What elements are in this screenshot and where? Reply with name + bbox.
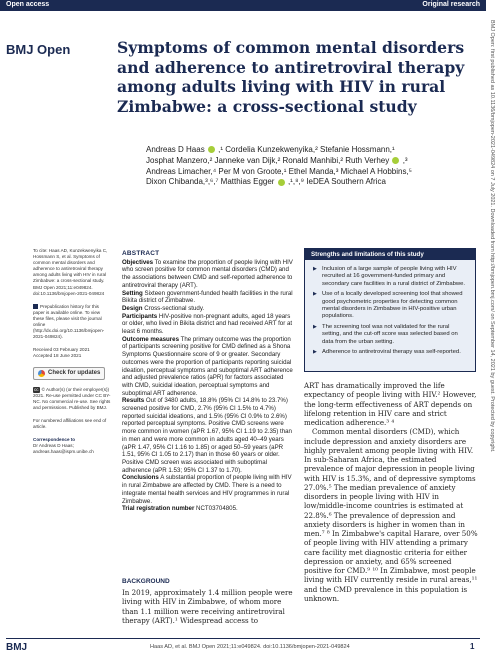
author-names[interactable]: ,¹ Cordelia Kunzekwenyika,² Stefanie Hossmann,¹ <box>218 145 395 154</box>
correspondence-name: Dr Andreas D Haas; <box>33 443 74 449</box>
abstract-design: Design Cross-sectional study. <box>122 304 205 312</box>
author-name[interactable]: Andreas D Haas <box>146 145 205 154</box>
left-margin-column <box>33 248 111 455</box>
abstract-setting: Setting Sixteen government-funded health facilities in the rural Bikita district of Zimbabwe. <box>122 289 293 305</box>
orcid-icon[interactable] <box>208 146 215 153</box>
abstract-results: Results Out of 3480 adults, 18.8% (95% CI 14.8% to 23.7%) screened positive for CMD, 2.7% (95% CI 1.5% to 4.7%) reported suicidal ideations, and 1.5% (95% CI 0.9% to 2.6%) reported perceptual symptoms. Positive CMD screens were more common in women (aPR 1.67, 95% CI 1.19 to 2.35) than in men and were more common in adults aged 40–49 years (aPR 1.47, 95% CI 1.16 to 1.85) or aged 50–59 years (aPR 1.51, 95% CI 1.05 to 2.17) than in those 60 years or older. Positive CMD screen was associated with suboptimal adherence (aPR 1.53; 95% CI 1.37 to 1.70). <box>122 397 292 474</box>
body-paragraph: ART has dramatically improved the life expectancy of people living with HIV.² However, the long-term effectiveness of ART depends on lifelong retention in HIV care and strict medication adherence.³ ⁴ <box>304 381 477 427</box>
article-type-label: Original research <box>422 1 480 8</box>
check-for-updates-label: Check for updates <box>48 369 101 376</box>
copyright-text: © Author(s) (or their employer(s)) 2021. Re-use permitted under CC BY-NC. No commercial re-use. See rights and permissions. Published by BMJ. <box>33 386 111 410</box>
abstract-objectives: Objectives To examine the proportion of people living with HIV who screen positive for common mental disorders (CMD) and the associations between CMD and self-reported adherence to antiretroviral therapy (ART). <box>122 258 293 289</box>
strengths-item: ▶ Inclusion of a large sample of people living with HIV recruited at 16 government-funded primary and secondary care facilities in a rural district of Zimbabwe. <box>313 266 467 288</box>
author-names[interactable]: Josphat Manzero,² Janneke van Dijk,² Ronald Manhibi,² Ruth Verhey <box>146 155 390 165</box>
received-date: Received 03 February 2021 <box>33 347 90 353</box>
abstract-outcome: Outcome measures The primary outcome was the proportion of participants screening positive for CMD defined as a Shona Symptoms Questionnaire score of 9 or greater. Secondary outcomes were the proportion of participants reporting suicidal ideation, perceptual symptoms and suboptimal ART adherence and adjusted prevalence ratios (aPR) for factors associated with CMD, suicidal ideation, perceptual symptoms and suboptimal ART adherence. <box>122 335 293 397</box>
author-names[interactable]: Andreas Limacher,⁴ Per M von Groote,¹ Ethel Manda,³ Michael A Hobbins,⁵ <box>146 166 412 176</box>
info-icon <box>33 304 38 309</box>
abstract-heading: ABSTRACT <box>122 250 160 257</box>
strengths-limitations-box <box>304 248 476 372</box>
footer-divider <box>6 638 480 639</box>
abstract-participants: Participants HIV-positive non-pregnant adults, aged 18 years or older, who lived in Bikita district and had received ART for at least 6 months. <box>122 312 293 336</box>
author-list <box>146 145 466 188</box>
open-access-label: Open access <box>6 1 50 8</box>
page-footer <box>0 638 486 658</box>
bmj-logo: BMJ <box>6 642 28 653</box>
prepub-text[interactable]: Prepublication history for this paper is available online. To view these files, please visit the journal online (http://dx.doi.org/10.1136/bmjopen-2021-049824). <box>33 303 105 340</box>
crossmark-icon <box>38 370 45 377</box>
article-title: Symptoms of common mental disorders and adherence to antiretroviral therapy among adults living with HIV in rural Zimbabwe: a cross-sectional study <box>117 38 465 116</box>
correspondence-email[interactable]: andreas.haas@ispm.unibe.ch <box>33 449 94 455</box>
background-section <box>122 577 294 625</box>
strengths-heading: Strengths and limitations of this study <box>305 249 475 260</box>
accepted-date: Accepted 18 June 2021 <box>33 353 82 359</box>
page-number: 1 <box>470 642 475 651</box>
body-paragraph: Common mental disorders (CMD), which include depression and anxiety disorders are highly prevalent among people living with HIV. In sub-Saharan Africa, the estimated prevalence of major depression in people living with HIV is 15.3%, and of depressive symptoms 27.0%.⁵ The median prevalence of anxiety disorders in people living with HIV in low/middle-income countries is estimated at 22.8%.⁶ The prevalence of depression and anxiety disorders is higher in women than in men.⁷ ⁸ In Zimbabwe's capital Harare, over 50% of people living with HIV attending a primary care facility met diagnostic criteria for either depression or anxiety, and 65% screened positive for CMD.⁹ ¹⁰ In Zimbabwe, most people living with HIV currently reside in rural areas,¹¹ and the CMD prevalence in this population is unknown. <box>304 427 478 603</box>
background-heading: BACKGROUND <box>122 578 170 585</box>
side-download-text[interactable]: BMJ Open: first published as 10.1136/bmjopen-2021-049824 on 7 July 2021. Downloaded from http://bmjopen.bmj.com/ on September 14, 2021 by guest. Protected by copyright. <box>489 20 495 453</box>
abstract-trial-registration: Trial registration number NCT03704805. <box>122 505 238 513</box>
strengths-item: ▶ Use of a locally developed screening tool that showed good psychometric properties for detecting common mental disorders in Zimbabwe in HIV-positive urban populations. <box>313 291 467 321</box>
abstract-conclusions: Conclusions A substantial proportion of people living with HIV in rural Zimbabwe are affected by CMD. There is a need to integrate mental health services and HIV programmes in rural Zimbabwe. <box>122 474 292 505</box>
journal-name: BMJ Open <box>6 42 71 57</box>
abstract <box>122 250 294 513</box>
strengths-list <box>305 260 475 356</box>
introduction-text <box>304 381 478 603</box>
cc-license-icon[interactable]: cc <box>34 386 39 392</box>
author-names[interactable]: Dixon Chibanda,³,⁶,⁷ Matthias Egger <box>146 177 275 187</box>
orcid-icon[interactable] <box>278 179 285 186</box>
check-for-updates-button[interactable] <box>33 367 105 380</box>
author-affil-marks: ,³ <box>402 155 408 165</box>
author-names[interactable]: ,¹,⁸,⁹ IeDEA Southern Africa <box>287 177 386 187</box>
background-text: In 2019, approximately 1.4 million people were living with HIV in Zimbabwe, of whom more than 1.1 million were receiving antiretroviral therapy (ART).¹ Widespread access to <box>122 588 293 625</box>
correspondence-heading: Correspondence to <box>33 437 76 443</box>
copyright-block <box>33 387 111 411</box>
footer-citation: Haas AD, et al. BMJ Open 2021;11:e049824. doi:10.1136/bmjopen-2021-049824 <box>150 644 350 650</box>
strengths-item: ▶ The screening tool was not validated for the rural setting, and the cut-off score was selected based on data from the urban setting. <box>313 324 467 346</box>
cite-block: To cite: Haas AD, Kunzekwenyika C, Hossmann S, et al. Symptoms of common mental disorders and adherence to antiretroviral therapy among adults living with HIV in rural Zimbabwe: a cross-sectional study. BMJ Open 2021;11:e049824. doi:10.1136/bmjopen-2021-049824 <box>33 248 108 296</box>
prepub-block <box>33 304 111 341</box>
orcid-icon[interactable] <box>392 157 399 164</box>
side-download-strip <box>487 20 499 610</box>
header-bar <box>0 0 486 11</box>
affiliations-note: For numbered affiliations see end of article. <box>33 417 107 429</box>
strengths-item: ▶ Adherence to antiretroviral therapy was self-reported. <box>313 349 467 356</box>
